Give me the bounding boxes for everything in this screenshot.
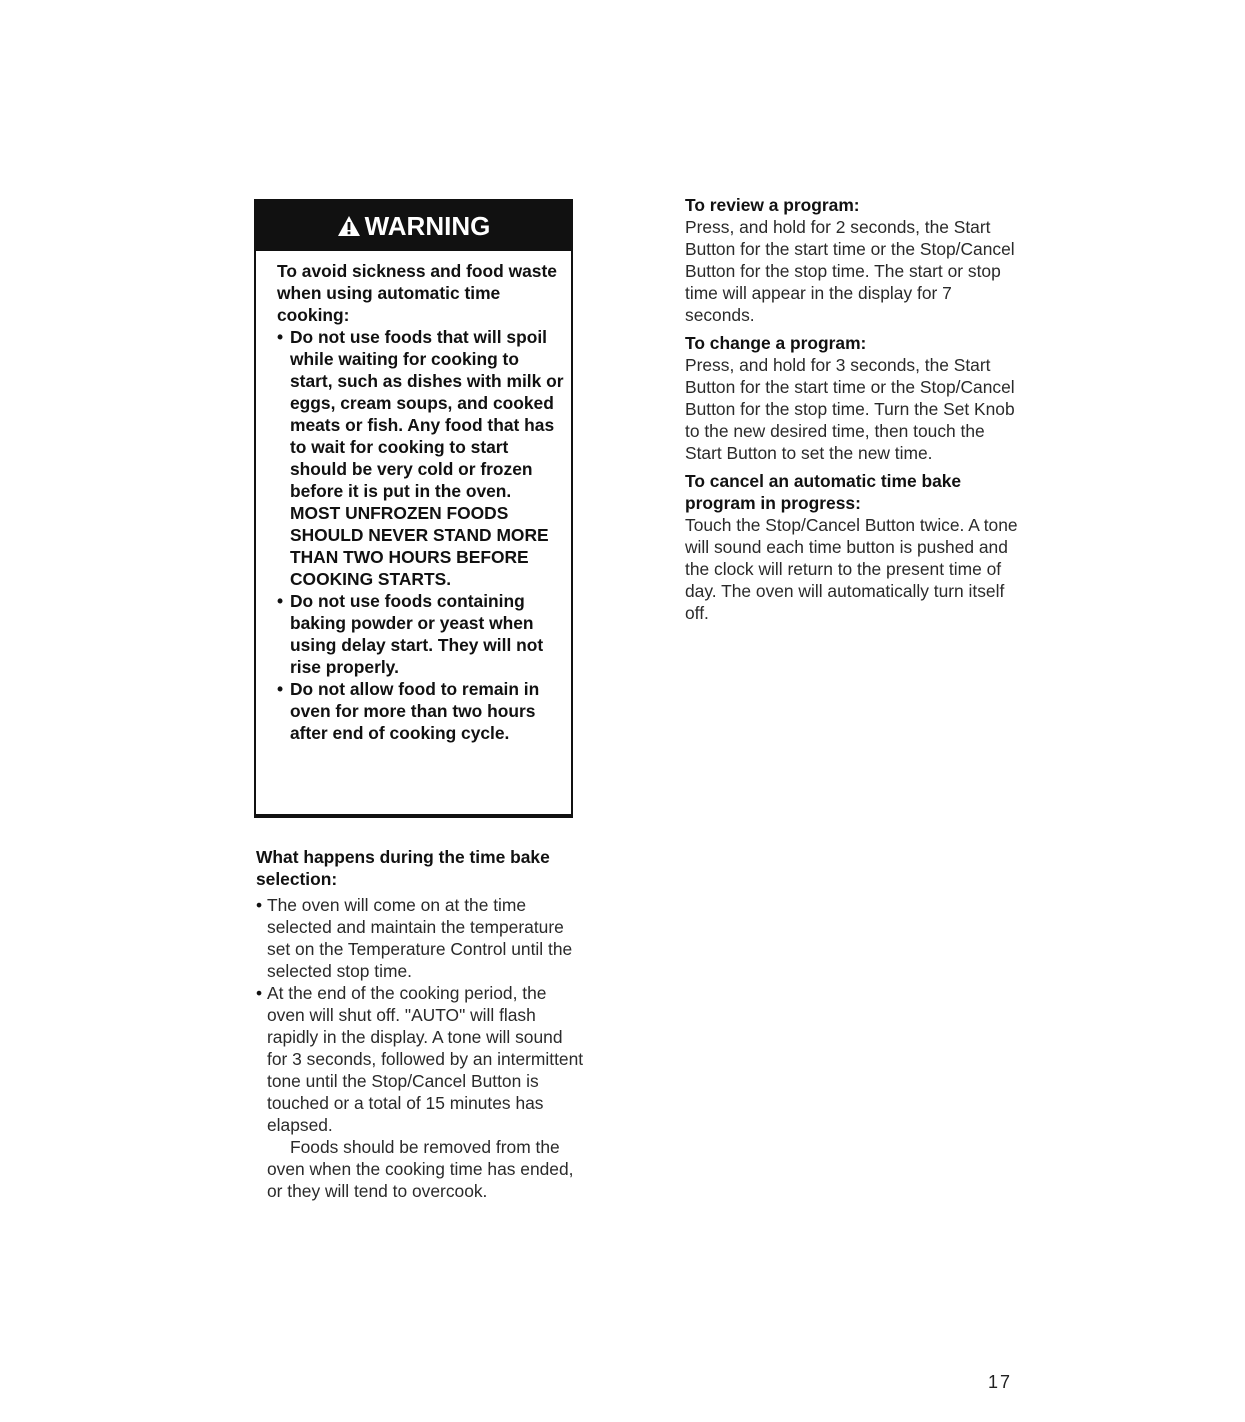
bullet-icon: •	[277, 679, 284, 699]
review-heading: To review a program:	[685, 195, 860, 215]
warning-list	[277, 326, 565, 744]
warning-body	[256, 251, 571, 744]
time-bake-section	[256, 846, 586, 1202]
bullet-icon: •	[256, 983, 263, 1003]
bullet-icon: •	[277, 327, 284, 347]
list-item	[256, 894, 586, 982]
change-text: Press, and hold for 3 seconds, the Start Button for the start time or the Stop/Cancel Button for the stop time. Turn the Set Knob to the new desired time, then touch the Start Button to set the new time.	[685, 355, 1015, 463]
warning-item-text: Do not use foods that will spoil while waiting for cooking to start, such as dishes with milk or eggs, cream soups, and cooked meats or fish. Any food that has to wait for cooking to start should be very cold or frozen before it is put in the oven. MOST UNFROZEN FOODS SHOULD NEVER STAND MORE THAN TWO HOURS BEFORE COOKING STARTS.	[290, 327, 564, 589]
bullet-icon: •	[277, 591, 284, 611]
warning-item-text: Do not use foods containing baking powder or yeast when using delay start. They will not rise properly.	[290, 591, 544, 677]
warning-title: WARNING	[364, 210, 491, 241]
change-heading: To change a program:	[685, 333, 867, 353]
list-item-text: The oven will come on at the time selected and maintain the temperature set on the Temperature Control until the selected stop time.	[267, 895, 573, 981]
warning-item-text: Do not allow food to remain in oven for more than two hours after end of cooking cycle.	[290, 679, 540, 743]
cancel-text: Touch the Stop/Cancel Button twice. A tone will sound each time button is pushed and the clock will return to the present time of day. The oven will automatically turn itself off.	[685, 515, 1018, 623]
page-number: 17	[988, 1372, 1013, 1392]
warning-item	[277, 326, 565, 590]
list-item	[256, 982, 586, 1136]
time-bake-bullets	[256, 894, 586, 1136]
time-bake-heading: What happens during the time bake selection:	[256, 847, 550, 889]
warning-box	[254, 199, 573, 818]
time-bake-followup: Foods should be removed from the oven when the cooking time has ended, or they will tend to overcook.	[267, 1137, 574, 1201]
cancel-heading: To cancel an automatic time bake program in progress:	[685, 471, 962, 513]
review-text: Press, and hold for 2 seconds, the Start Button for the start time or the Stop/Cancel Button for the stop time. The start or stop time will appear in the display for 7 seconds.	[685, 217, 1015, 325]
warning-triangle-icon	[337, 215, 361, 237]
program-instructions	[685, 194, 1025, 630]
warning-item	[277, 590, 565, 678]
warning-intro: To avoid sickness and food waste when using automatic time cooking:	[277, 261, 557, 325]
list-item-text: At the end of the cooking period, the oven will shut off. "AUTO" will flash rapidly in the display. A tone will sound for 3 seconds, followed by an intermittent tone until the Stop/Cancel Button is touched or a total of 15 minutes has elapsed.	[267, 983, 584, 1135]
warning-item	[277, 678, 565, 744]
warning-header	[256, 201, 571, 251]
bullet-icon: •	[256, 895, 263, 915]
